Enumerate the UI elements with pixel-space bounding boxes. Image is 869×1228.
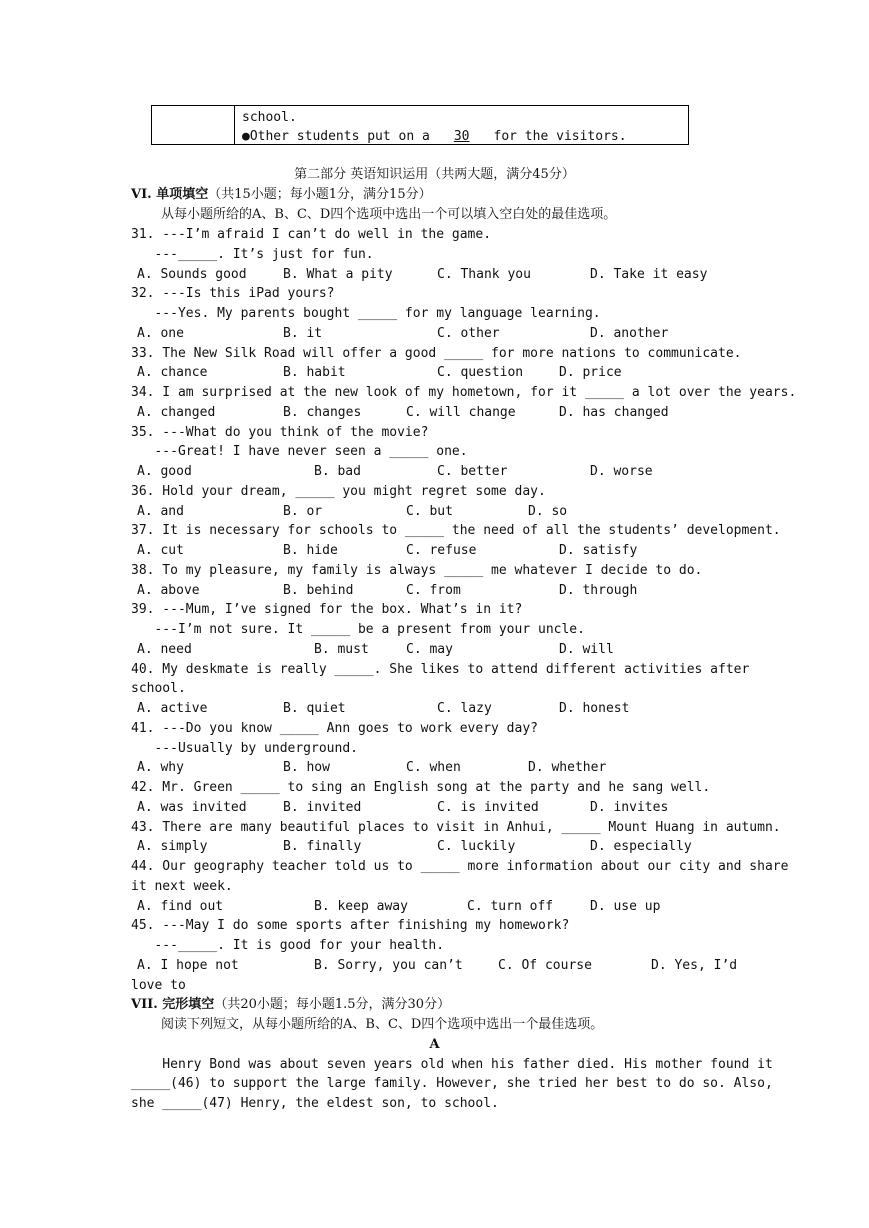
passage-label: A: [429, 1037, 440, 1052]
question-41-option-c: C. when: [406, 760, 461, 775]
passage-line-1: Henry Bond was about seven years old when his father died. His mother found it: [131, 1057, 773, 1072]
blank-30: 30: [453, 129, 470, 144]
question-38-line-1: 38. To my pleasure, my family is always _____ me whatever I decide to do.: [131, 563, 703, 578]
question-43-option-a: A. simply: [137, 839, 208, 854]
q45-option-wrap: love to: [131, 978, 186, 993]
question-43-line-1: 43. There are many beautiful places to visit in Anhui, _____ Mount Huang in autumn.: [131, 820, 781, 835]
question-34-line-1: 34. I am surprised at the new look of my hometown, for it _____ a lot over the years.: [131, 385, 797, 400]
question-31-option-a: A. Sounds good: [137, 267, 247, 282]
section6-heading: [131, 185, 432, 205]
table-line-1: school.: [242, 110, 297, 125]
table-line-2-prefix: ●Other students put on a: [242, 129, 438, 144]
question-39-line-1: 39. ---Mum, I’ve signed for the box. What’s in it?: [131, 602, 523, 617]
question-41-line-1: 41. ---Do you know _____ Ann goes to work every day?: [131, 721, 538, 736]
question-38-option-a: A. above: [137, 583, 200, 598]
question-33-option-d: D. price: [559, 365, 622, 380]
question-45-option-a: A. I hope not: [137, 958, 239, 973]
question-40-line-2: school.: [131, 681, 186, 696]
question-39-option-d: D. will: [559, 642, 614, 657]
question-36-option-b: B. or: [283, 504, 323, 519]
question-36-option-d: D. so: [528, 504, 568, 519]
question-35-line-2: ---Great! I have never seen a _____ one.: [131, 444, 468, 459]
question-38-option-b: B. behind: [283, 583, 354, 598]
question-32-option-b: B. it: [283, 326, 323, 341]
question-31-line-1: 31. ---I’m afraid I can’t do well in the game.: [131, 227, 492, 242]
section7-heading: [131, 995, 450, 1015]
question-33-line-1: 33. The New Silk Road will offer a good _____ for more nations to communicate.: [131, 346, 742, 361]
question-39-option-a: A. need: [137, 642, 192, 657]
question-40-option-b: B. quiet: [283, 701, 346, 716]
info-table: [151, 105, 689, 145]
question-32-line-2: ---Yes. My parents bought _____ for my language learning.: [131, 306, 601, 321]
question-42-option-b: B. invited: [283, 800, 362, 815]
passage-line-3: she _____(47) Henry, the eldest son, to school.: [131, 1096, 499, 1111]
part2-title: 第二部分 英语知识运用（共两大题，满分45分）: [294, 167, 575, 182]
question-31-option-b: B. What a pity: [283, 267, 393, 282]
section6-instruction: 从每小题所给的A、B、C、D四个选项中选出一个可以填入空白处的最佳选项。: [161, 207, 617, 222]
passage-line-2: _____(46) to support the large family. However, she tried her best to do so. Also,: [131, 1076, 773, 1091]
question-37-option-c: C. refuse: [406, 543, 477, 558]
question-45-option-b: B. Sorry, you can’t: [314, 958, 463, 973]
question-31-option-c: C. Thank you: [437, 267, 531, 282]
question-44-option-c: C. turn off: [467, 899, 554, 914]
question-32-option-d: D. another: [590, 326, 669, 341]
question-33-option-c: C. question: [437, 365, 524, 380]
question-41-option-b: B. how: [283, 760, 330, 775]
table-left-cell: [152, 106, 235, 144]
question-39-option-c: C. may: [406, 642, 453, 657]
question-43-option-d: D. especially: [590, 839, 692, 854]
question-41-option-d: D. whether: [528, 760, 607, 775]
question-42-option-a: A. was invited: [137, 800, 247, 815]
question-40-option-a: A. active: [137, 701, 208, 716]
question-40-option-c: C. lazy: [437, 701, 492, 716]
question-45-line-1: 45. ---May I do some sports after finishing my homework?: [131, 918, 570, 933]
question-35-option-a: A. good: [137, 464, 192, 479]
question-45-line-2: ---_____. It is good for your health.: [131, 938, 445, 953]
question-44-line-2: it next week.: [131, 879, 233, 894]
question-41-line-2: ---Usually by underground.: [131, 741, 358, 756]
question-45-option-d: D. Yes, I’d: [651, 958, 738, 973]
question-35-option-b: B. bad: [314, 464, 361, 479]
section6-heading-bold: VI. 单项填空: [131, 187, 209, 202]
question-37-option-a: A. cut: [137, 543, 184, 558]
question-34-option-a: A. changed: [137, 405, 216, 420]
question-38-option-c: C. from: [406, 583, 461, 598]
question-37-option-b: B. hide: [283, 543, 338, 558]
question-42-line-1: 42. Mr. Green _____ to sing an English song at the party and he sang well.: [131, 780, 711, 795]
question-36-line-1: 36. Hold your dream, _____ you might regret some day.: [131, 484, 546, 499]
question-39-option-b: B. must: [314, 642, 369, 657]
section7-instruction: 阅读下列短文，从每小题所给的A、B、C、D四个选项中选出一个最佳选项。: [161, 1017, 604, 1032]
question-36-option-a: A. and: [137, 504, 184, 519]
question-44-line-1: 44. Our geography teacher told us to _____ more information about our city and share: [131, 859, 789, 874]
question-45-option-c: C. Of course: [498, 958, 592, 973]
table-right-cell: [242, 108, 627, 146]
section6-heading-rest: （共15小题；每小题1分，满分15分）: [208, 187, 432, 202]
question-38-option-d: D. through: [559, 583, 638, 598]
question-44-option-d: D. use up: [590, 899, 661, 914]
section7-heading-rest: （共20小题；每小题1.5分，满分30分）: [214, 997, 451, 1012]
question-40-line-1: 40. My deskmate is really _____. She likes to attend different activities after: [131, 662, 750, 677]
question-34-option-b: B. changes: [283, 405, 362, 420]
question-33-option-a: A. chance: [137, 365, 208, 380]
question-44-option-a: A. find out: [137, 899, 224, 914]
question-31-line-2: ---_____. It’s just for fun.: [131, 247, 374, 262]
section7-heading-bold: VII. 完形填空: [131, 997, 215, 1012]
question-40-option-d: D. honest: [559, 701, 630, 716]
question-35-option-d: D. worse: [590, 464, 653, 479]
question-37-line-1: 37. It is necessary for schools to _____ the need of all the students’ development.: [131, 523, 781, 538]
question-34-option-d: D. has changed: [559, 405, 669, 420]
question-32-option-a: A. one: [137, 326, 184, 341]
question-42-option-d: D. invites: [590, 800, 669, 815]
question-42-option-c: C. is invited: [437, 800, 539, 815]
question-37-option-d: D. satisfy: [559, 543, 638, 558]
question-44-option-b: B. keep away: [314, 899, 408, 914]
question-36-option-c: C. but: [406, 504, 453, 519]
question-32-line-1: 32. ---Is this iPad yours?: [131, 286, 335, 301]
question-39-line-2: ---I’m not sure. It _____ be a present from your uncle.: [131, 622, 585, 637]
question-31-option-d: D. Take it easy: [590, 267, 708, 282]
question-35-option-c: C. better: [437, 464, 508, 479]
question-41-option-a: A. why: [137, 760, 184, 775]
question-33-option-b: B. habit: [283, 365, 346, 380]
question-43-option-c: C. luckily: [437, 839, 516, 854]
table-line-2-suffix: for the visitors.: [485, 129, 627, 144]
question-32-option-c: C. other: [437, 326, 500, 341]
question-35-line-1: 35. ---What do you think of the movie?: [131, 425, 429, 440]
question-43-option-b: B. finally: [283, 839, 362, 854]
question-34-option-c: C. will change: [406, 405, 516, 420]
